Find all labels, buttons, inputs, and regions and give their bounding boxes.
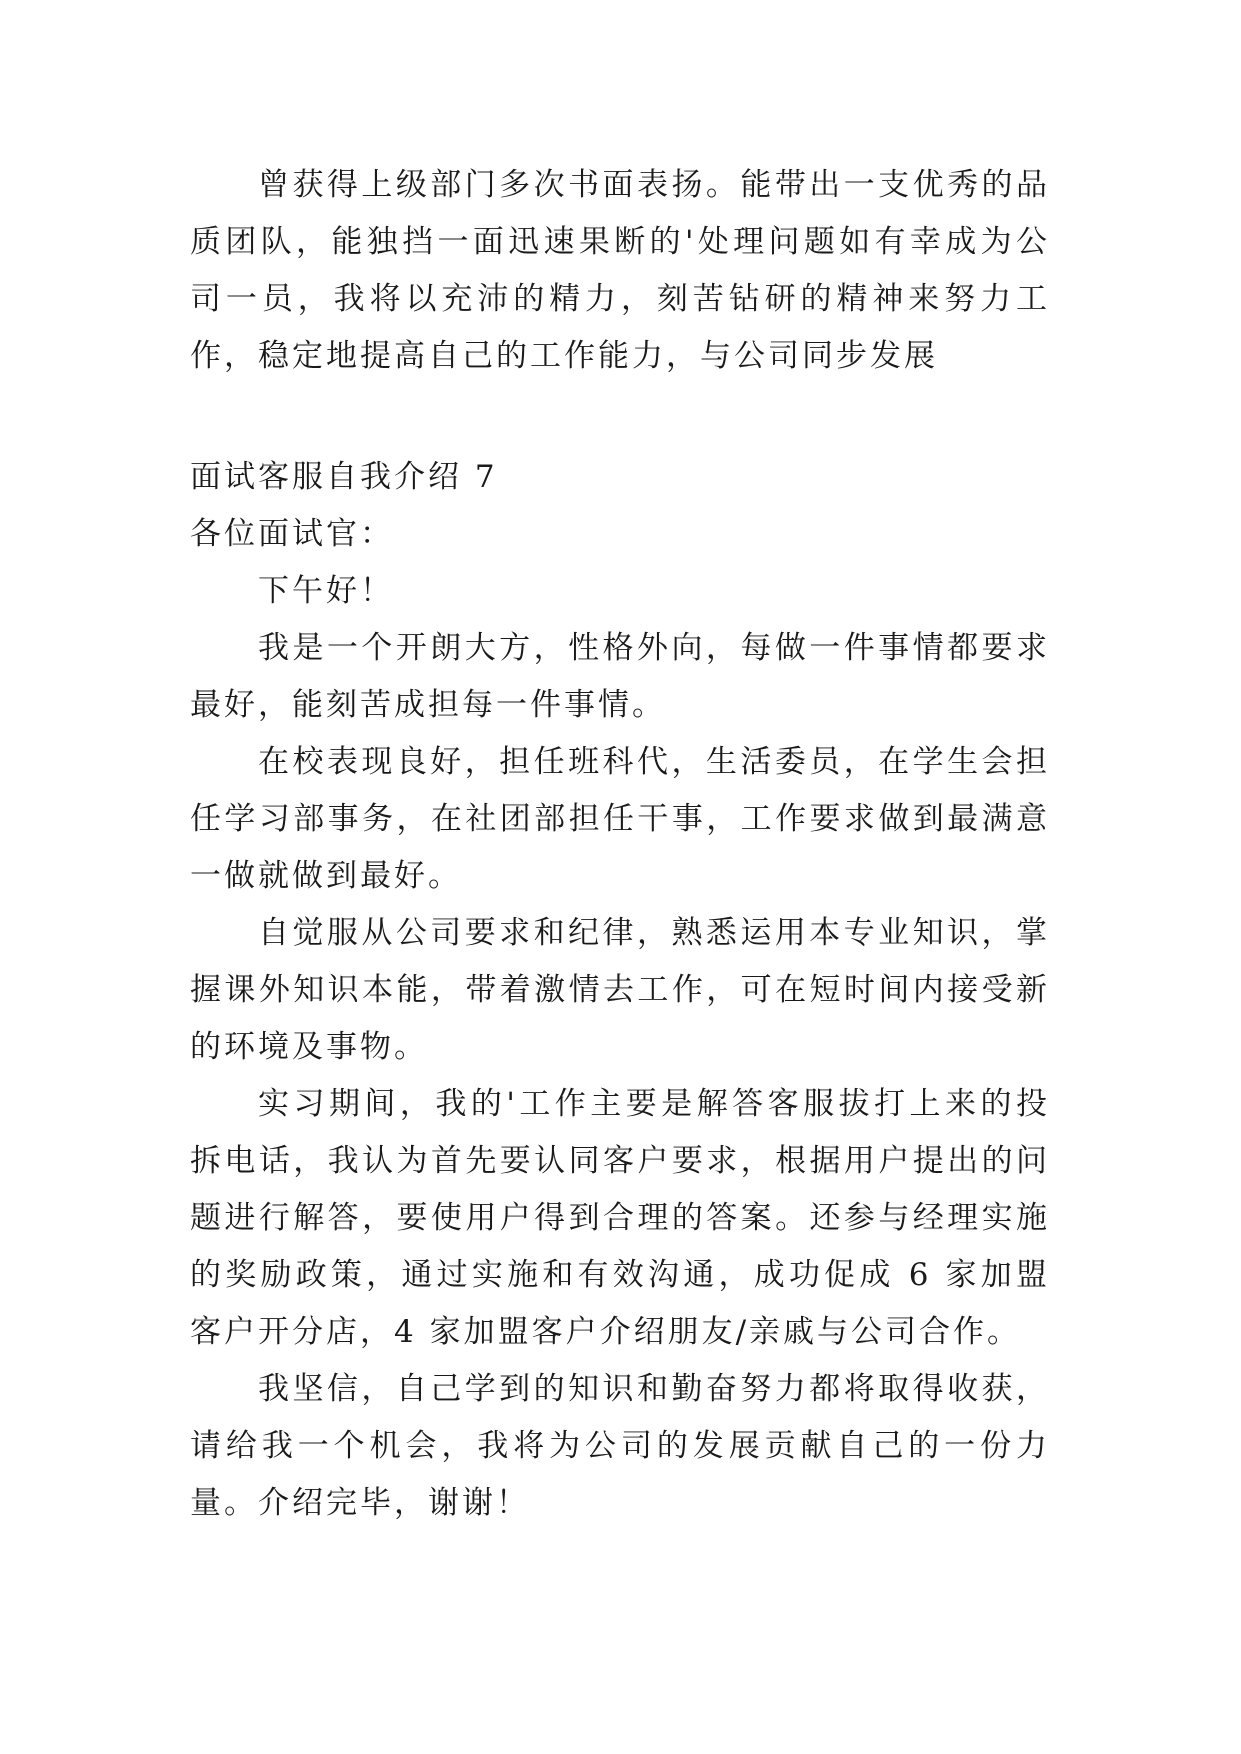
paragraph-greeting: 下午好！ xyxy=(258,573,394,609)
body-paragraphs xyxy=(190,563,1050,1532)
salutation: 各位面试官： xyxy=(190,516,394,552)
paragraph-school: 在校表现良好，担任班科代，生活委员，在学生会担任学习部事务，在社团部担任干事，工作要求做到最满意一做就做到最好。 xyxy=(190,744,1050,894)
paragraph-internship: 实习期间，我的'工作主要是解答客服拔打上来的投拆电话，我认为首先要认同客户要求，根据用户提出的问题进行解答，要使用户得到合理的答案。还参与经理实施的奖励政策，通过实施和有效沟通，成功促成 6 家加盟客户开分店，4 家加盟客户介绍朋友/亲戚与公司合作。 xyxy=(190,1086,1050,1350)
intro-paragraph: 曾获得上级部门多次书面表扬。能带出一支优秀的品质团队，能独挡一面迅速果断的'处理问题如有幸成为公司一员，我将以充沛的精力，刻苦钻研的精神来努力工作，稳定地提高自己的工作能力，与公司同步发展 xyxy=(190,167,1050,374)
paragraph-personality: 我是一个开朗大方，性格外向，每做一件事情都要求最好，能刻苦成担每一件事情。 xyxy=(190,630,1050,723)
section-title: 面试客服自我介绍 7 xyxy=(190,459,498,495)
paragraph-closing: 我坚信，自己学到的知识和勤奋努力都将取得收获，请给我一个机会，我将为公司的发展贡献自己的一份力量。介绍完毕，谢谢！ xyxy=(190,1371,1050,1521)
intro-paragraph-block xyxy=(190,157,1050,385)
paragraph-discipline: 自觉服从公司要求和纪律，熟悉运用本专业知识，掌握课外知识本能，带着激情去工作，可在短时间内接受新的环境及事物。 xyxy=(190,915,1050,1065)
